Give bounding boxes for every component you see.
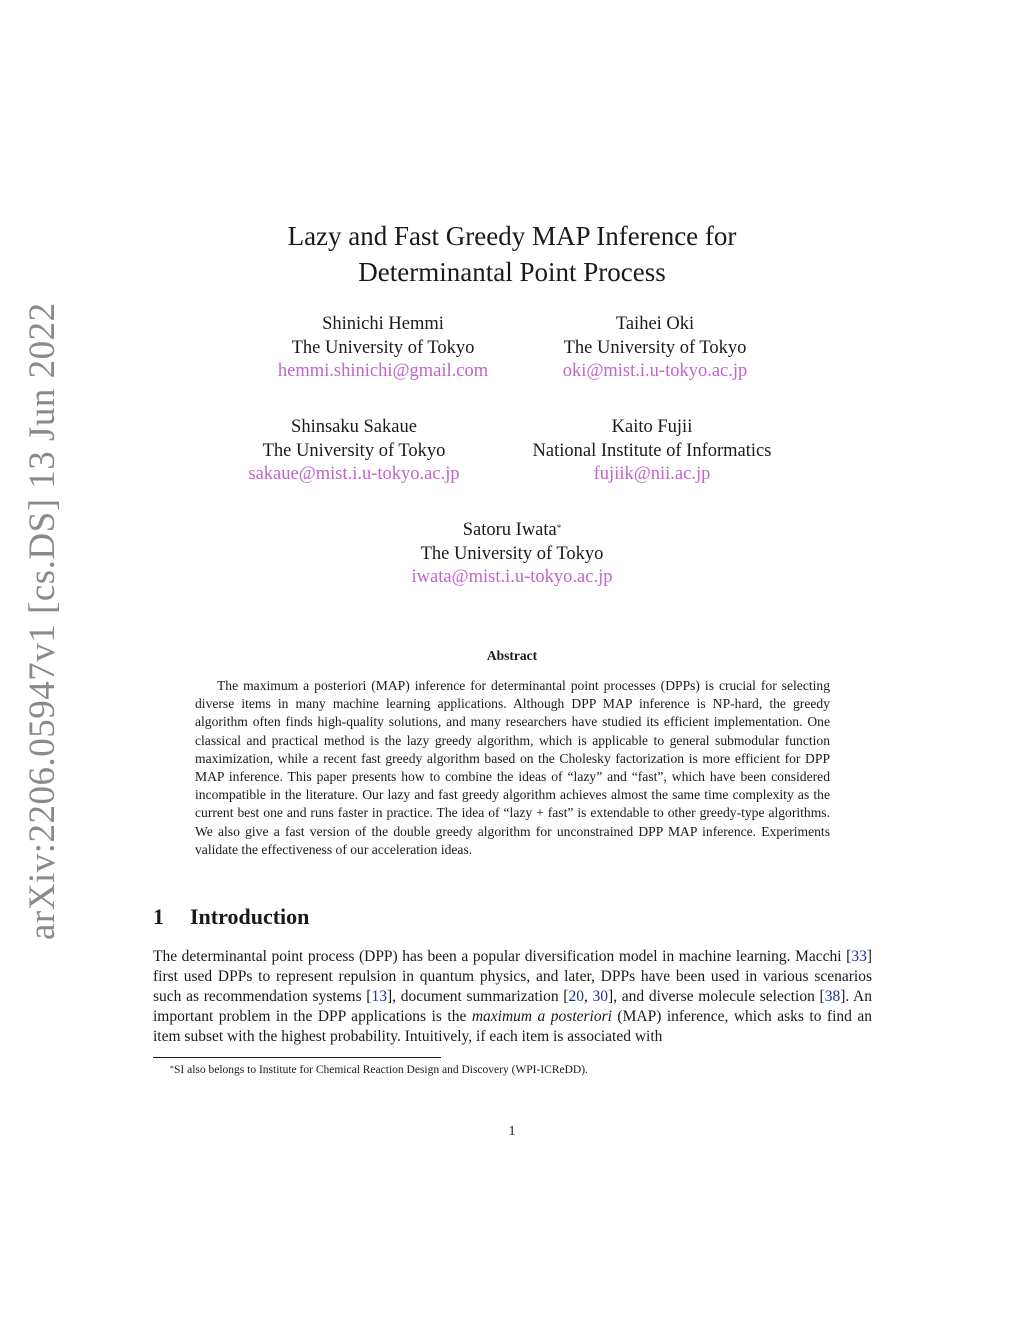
intro-text: ], document summarization [ xyxy=(386,988,569,1005)
author-name-line xyxy=(362,519,662,543)
author-email-link[interactable]: iwata@mist.i.u-tokyo.ac.jp xyxy=(411,567,613,587)
intro-text: ] first used DPPs to represent repulsion in quantum physics, and later, DPPs have been used in various scenarios such as recommendation systems [ xyxy=(153,948,872,1005)
author-affiliation: The University of Tokyo xyxy=(291,337,475,358)
intro-text: The determinantal point process (DPP) has been a popular diversification model in machine learning. Macchi [ xyxy=(153,948,852,965)
author-block-3 xyxy=(204,416,504,487)
author-email-link[interactable]: hemmi.shinichi@gmail.com xyxy=(277,361,489,381)
author-affiliation: National Institute of Informatics xyxy=(532,440,772,461)
author-name: Taihei Oki xyxy=(615,314,695,334)
section-title: Introduction xyxy=(190,904,310,929)
citation-link[interactable]: 30 xyxy=(592,988,609,1005)
footnote-mark[interactable]: * xyxy=(556,523,562,533)
footnote-text: SI also belongs to Institute for Chemical Reaction Design and Discovery (WPI-ICReDD). xyxy=(174,1064,588,1076)
intro-text: , xyxy=(583,988,593,1005)
author-email-link[interactable]: fujiik@nii.ac.jp xyxy=(593,464,711,484)
abstract-heading: Abstract xyxy=(486,648,538,663)
footnote xyxy=(170,1063,588,1077)
emphasized-term: maximum a posteriori xyxy=(471,1008,612,1025)
title-line-1: Lazy and Fast Greedy MAP Inference for xyxy=(287,221,737,251)
arxiv-identifier: arXiv:2206.05947v1 [cs.DS] 13 Jun 2022 xyxy=(22,302,63,940)
section-heading xyxy=(153,904,309,930)
footnote-divider xyxy=(153,1057,441,1058)
author-block-4 xyxy=(502,416,802,487)
citation-link[interactable]: 38 xyxy=(824,988,841,1005)
citation-link[interactable]: 13 xyxy=(371,988,387,1005)
author-name: Satoru Iwata xyxy=(462,520,557,540)
title-line-2: Determinantal Point Process xyxy=(358,257,666,287)
intro-text: ], and diverse molecule selection [ xyxy=(608,988,825,1005)
intro-paragraph xyxy=(153,947,872,1047)
author-name: Shinsaku Sakaue xyxy=(291,417,417,437)
author-name: Kaito Fujii xyxy=(611,417,693,437)
citation-link[interactable]: 33 xyxy=(851,948,867,965)
paper-title xyxy=(160,218,864,290)
author-block-5 xyxy=(362,519,662,590)
abstract-text: The maximum a posteriori (MAP) inference for determinantal point processes (DPPs) is crucial for selecting diverse items in many machine learning applications. Although DPP MAP inference is NP-hard, the greedy algorithm often finds high-quality solutions, and many researchers have studied its efficient implementation. One classical and practical method is the lazy greedy algorithm, which is applicable to general submodular function maximization, while a recent fast greedy algorithm based on the Cholesky factorization is more efficient for DPP MAP inference. This paper presents how to combine the ideas of “lazy” and “fast”, which have been considered incompatible in the literature. Our lazy and fast greedy algorithm achieves almost the same time complexity as the current best one and runs faster in practice. The idea of “lazy + fast” is extendable to other greedy-type algorithms. We also give a fast version of the double greedy algorithm for unconstrained DPP MAP inference. Experiments validate the effectiveness of our acceleration ideas. xyxy=(195,678,830,857)
author-email-link[interactable]: sakaue@mist.i.u-tokyo.ac.jp xyxy=(248,464,460,484)
citation-link[interactable]: 20 xyxy=(568,988,584,1005)
footnote-mark: * xyxy=(170,1064,174,1073)
author-name: Shinichi Hemmi xyxy=(322,314,444,334)
intro-text: ]. An important problem in the DPP applications is the xyxy=(153,988,872,1025)
author-block-2 xyxy=(505,313,805,384)
author-affiliation: The University of Tokyo xyxy=(563,337,747,358)
section-number: 1 xyxy=(153,904,164,929)
author-email-link[interactable]: oki@mist.i.u-tokyo.ac.jp xyxy=(562,361,748,381)
page-number: 1 xyxy=(508,1124,516,1139)
author-affiliation: The University of Tokyo xyxy=(420,543,604,564)
author-block-1 xyxy=(233,313,533,384)
author-affiliation: The University of Tokyo xyxy=(262,440,446,461)
intro-text: (MAP) inference, which asks to find an item subset with the highest probability. Intuitively, if each item is associated with xyxy=(153,1008,873,1045)
